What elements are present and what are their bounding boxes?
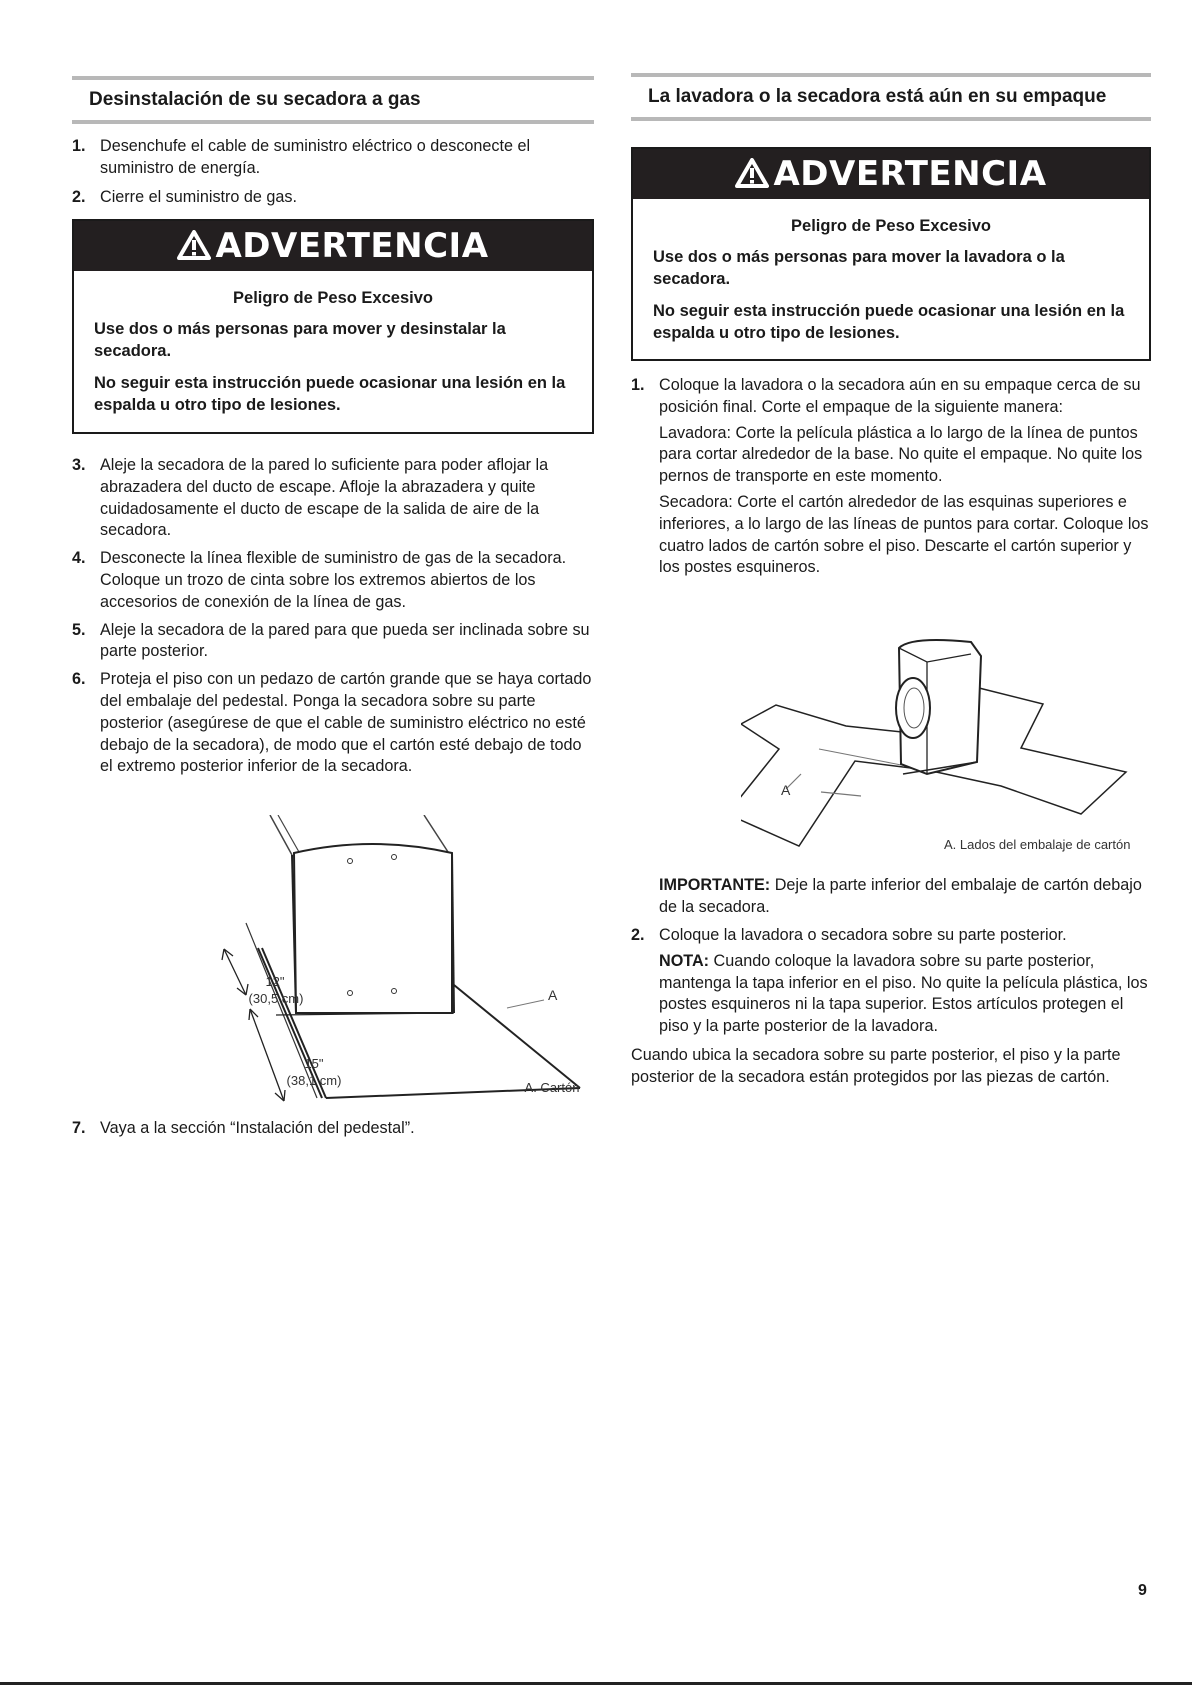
list-item	[72, 1118, 594, 1140]
section-title: Desinstalación de su secadora a gas	[89, 89, 421, 110]
warning-line: No seguir esta instrucción puede ocasionar una lesión en la espalda u otro tipo de lesiones.	[653, 302, 1125, 342]
figure-dryer-on-carton	[162, 815, 582, 1110]
step-text: Aleje la secadora de la pared para que pueda ser inclinada sobre su parte posterior.	[100, 620, 590, 661]
warning-box	[72, 219, 594, 434]
warning-body	[633, 246, 1149, 344]
list-item	[631, 375, 1151, 579]
step-text: Vaya a la sección “Instalación del pedestal”.	[100, 1119, 415, 1137]
step-text: Coloque la lavadora o secadora sobre su parte posterior.	[659, 926, 1067, 944]
dimension-label: (38,1 cm)	[286, 1073, 342, 1088]
important-note	[659, 875, 1149, 919]
section-title: La lavadora o la secadora está aún en su empaque	[648, 86, 1107, 107]
figure-caption: A. Cartón	[524, 1080, 580, 1095]
note-text: Cuando coloque la lavadora sobre su parte posterior, mantenga la tapa inferior en el piso. No quite la película plástica, los postes esquineros ni la tapa superior. Estos artículos protegen el piso y la parte posterior de la lavadora.	[659, 951, 1148, 1036]
dimension-label: 12"	[265, 974, 285, 989]
steps-list-top	[72, 136, 594, 208]
list-item	[72, 136, 594, 180]
important-label: IMPORTANTE:	[659, 876, 771, 894]
steps-list-mid	[72, 455, 594, 778]
warning-line: Use dos o más personas para mover y desinstalar la secadora.	[94, 320, 506, 360]
step-number: 3.	[72, 456, 86, 474]
step-number: 2.	[631, 926, 645, 944]
dryer-on-carton-illustration	[162, 815, 582, 1110]
list-item	[72, 548, 594, 613]
list-item	[72, 187, 594, 209]
section-header-gas-dryer	[72, 76, 594, 124]
step-text: Proteja el piso con un pedazo de cartón grande que se haya cortado del embalaje del pedestal. Ponga la secadora sobre su parte posterior (asegúrese de que el cable de suministro eléctrico no esté debajo de la secadora), de modo que el cartón esté debajo de todo el extremo posterior inferior de la secadora.	[100, 670, 592, 776]
steps-list-right-2	[631, 925, 1151, 1038]
step-number: 6.	[72, 670, 86, 689]
note-label: NOTA:	[659, 951, 710, 970]
warning-heading: ADVERTENCIA	[215, 226, 489, 266]
warning-line: No seguir esta instrucción puede ocasionar una lesión en la espalda u otro tipo de lesiones.	[94, 374, 566, 414]
step-subtext-dryer: Secadora: Corte el cartón alrededor de las esquinas superiores e inferiores, a lo largo de las líneas de puntos para cortar. Coloque los cuatro lados de cartón sobre el piso. Descarte el cartón superior y los postes esquineros.	[659, 492, 1149, 577]
warning-line: Use dos o más personas para mover la lavadora o la secadora.	[653, 248, 1065, 288]
warning-triangle-icon	[177, 230, 211, 260]
step-text: Desconecte la línea flexible de suministro de gas de la secadora. Coloque un trozo de cinta sobre los extremos abiertos de los accesorios de conexión de la línea de gas.	[100, 549, 567, 611]
page-number: 9	[1138, 1582, 1147, 1599]
step-subtext-washer: Lavadora: Corte la película plástica a lo largo de la línea de puntos para cortar alrededor de la base. No quite el empaque. No quite los pernos de transporte en este momento.	[659, 423, 1143, 486]
warning-title: Peligro de Peso Excesivo	[233, 289, 433, 307]
step-text: Cierre el suministro de gas.	[100, 187, 298, 206]
important-text: Deje la parte inferior del embalaje de cartón debajo de la secadora.	[659, 876, 1142, 916]
warning-body	[74, 318, 592, 416]
section-header-in-package	[631, 73, 1151, 121]
list-item	[631, 925, 1151, 1038]
list-item	[72, 620, 594, 664]
list-item	[72, 455, 594, 542]
step-number: 1.	[72, 137, 86, 155]
dimension-label: 15"	[304, 1056, 324, 1071]
carton-sides-illustration	[741, 634, 1141, 859]
figure-caption: A. Lados del embalaje de cartón	[944, 837, 1131, 852]
step-number: 2.	[72, 187, 86, 206]
step-number: 4.	[72, 549, 86, 568]
warning-heading: ADVERTENCIA	[773, 154, 1047, 194]
warning-triangle-icon	[735, 158, 769, 188]
warning-banner	[74, 221, 592, 271]
step-text: Desenchufe el cable de suministro eléctrico o desconecte el suministro de energía.	[100, 137, 531, 177]
list-item	[72, 669, 594, 778]
step-number: 5.	[72, 620, 86, 639]
figure-carton-sides	[741, 634, 1141, 859]
steps-list-bottom	[72, 1118, 594, 1140]
figure-callout: A	[781, 782, 791, 798]
steps-list-right-1	[631, 375, 1151, 579]
warning-banner	[633, 149, 1149, 199]
step-number: 1.	[631, 376, 645, 394]
warning-box	[631, 147, 1151, 361]
step-text: Coloque la lavadora o la secadora aún en su empaque cerca de su posición final. Corte el empaque de la siguiente manera:	[659, 376, 1141, 416]
dimension-label: (30,5 cm)	[248, 991, 304, 1006]
step-number: 7.	[72, 1119, 86, 1137]
closing-paragraph: Cuando ubica la secadora sobre su parte posterior, el piso y la parte posterior de la secadora están protegidos por las piezas de cartón.	[631, 1046, 1121, 1086]
step-text: Aleje la secadora de la pared lo suficiente para poder aflojar la abrazadera del ducto de escape. Afloje la abrazadera y quite cuidadosamente el ducto de escape de la salida de aire de la secadora.	[100, 456, 549, 540]
warning-title: Peligro de Peso Excesivo	[791, 217, 991, 235]
figure-callout: A	[548, 987, 558, 1003]
step-note	[659, 951, 1151, 1038]
